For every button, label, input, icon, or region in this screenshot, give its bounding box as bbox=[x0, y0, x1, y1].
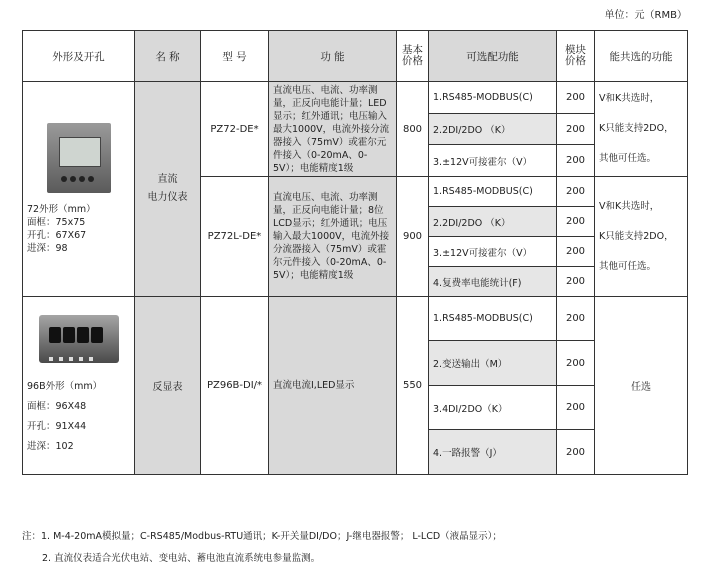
header-function: 功 能 bbox=[269, 31, 397, 82]
option-cell: 1.RS485-MODBUS(C) bbox=[429, 177, 557, 207]
shape-cell-72: 72外形（mm） 面框：75x75 开孔：67X67 进深：98 bbox=[23, 82, 135, 297]
header-base-price: 基本 价格 bbox=[397, 31, 429, 82]
header-shape: 外形及开孔 bbox=[23, 31, 135, 82]
product-name-reverse: 反显表 bbox=[135, 297, 201, 475]
header-shared: 能共选的功能 bbox=[595, 31, 688, 82]
option-cell: 4.一路报警（J） bbox=[429, 430, 557, 475]
module-price-cell: 200 bbox=[557, 237, 595, 267]
note-2: 2. 直流仪表适合光伏电站、变电站、蓄电池直流系统电参量监测。 bbox=[42, 553, 321, 564]
meter-96b-image bbox=[39, 315, 119, 363]
module-price-cell: 200 bbox=[557, 430, 595, 475]
module-price-cell: 200 bbox=[557, 297, 595, 341]
function-cell: 直流电压、电流、功率测量，正反向电能计量；8位LCD显示；红外通讯；电压输入最大1000V，电流外接分流器接入（75mV）或霍尔元件接入（0-20mA、0-5V）；电能精度1级 bbox=[269, 177, 397, 297]
header-module-price: 模块 价格 bbox=[557, 31, 595, 82]
product-name-dc-meter: 直流 电力仪表 bbox=[135, 82, 201, 297]
option-cell: 3.4DI/2DO（K） bbox=[429, 386, 557, 430]
table-row bbox=[23, 82, 688, 114]
option-cell: 1.RS485-MODBUS(C) bbox=[429, 82, 557, 114]
module-price-cell: 200 bbox=[557, 341, 595, 386]
module-price-cell: 200 bbox=[557, 207, 595, 237]
model-cell: PZ72L-DE* bbox=[201, 177, 269, 297]
shared-cell: V和K共选时， K只能支持2DO， 其他可任选。 bbox=[595, 177, 688, 297]
meter-72-image bbox=[47, 123, 111, 193]
module-price-cell: 200 bbox=[557, 114, 595, 145]
module-price-cell: 200 bbox=[557, 145, 595, 177]
price-table bbox=[22, 30, 688, 475]
base-price-cell: 900 bbox=[397, 177, 429, 297]
base-price-cell: 800 bbox=[397, 82, 429, 177]
shape-cell-96b: 96B外形（mm） 面框：96X48 开孔：91X44 进深：102 bbox=[23, 297, 135, 475]
base-price-cell: 550 bbox=[397, 297, 429, 475]
module-price-cell: 200 bbox=[557, 82, 595, 114]
table-row bbox=[23, 297, 688, 341]
function-cell: 直流电流I,LED显示 bbox=[269, 297, 397, 475]
unit-label: 单位：元（RMB） bbox=[604, 10, 687, 21]
header-options: 可选配功能 bbox=[429, 31, 557, 82]
model-cell: PZ72-DE* bbox=[201, 82, 269, 177]
option-cell: 4.复费率电能统计(F) bbox=[429, 267, 557, 297]
header-row bbox=[23, 31, 688, 82]
option-cell: 3.±12V可接霍尔（V） bbox=[429, 237, 557, 267]
option-cell: 1.RS485-MODBUS(C) bbox=[429, 297, 557, 341]
shared-cell: 任选 bbox=[595, 297, 688, 475]
module-price-cell: 200 bbox=[557, 177, 595, 207]
header-model: 型 号 bbox=[201, 31, 269, 82]
module-price-cell: 200 bbox=[557, 386, 595, 430]
model-cell: PZ96B-DI/* bbox=[201, 297, 269, 475]
option-cell: 2.2DI/2DO （K） bbox=[429, 114, 557, 145]
notes bbox=[22, 526, 502, 570]
option-cell: 2.2DI/2DO （K） bbox=[429, 207, 557, 237]
function-cell: 直流电压、电流、功率测量，正反向电能计量；LED显示；红外通讯；电压输入最大1000V，电流外接分流器接入（75mV）或霍尔元件接入（0-20mA、0-5V）；电能精度1级 bbox=[269, 82, 397, 177]
header-name: 名 称 bbox=[135, 31, 201, 82]
module-price-cell: 200 bbox=[557, 267, 595, 297]
option-cell: 3.±12V可接霍尔（V） bbox=[429, 145, 557, 177]
shared-cell: V和K共选时， K只能支持2DO， 其他可任选。 bbox=[595, 82, 688, 177]
option-cell: 2.变送输出（M） bbox=[429, 341, 557, 386]
note-1: 注：1. M-4-20mA模拟量；C-RS485/Modbus-RTU通讯；K-开关量DI/DO；J-继电器报警； L-LCD（液晶显示）； bbox=[22, 531, 502, 542]
